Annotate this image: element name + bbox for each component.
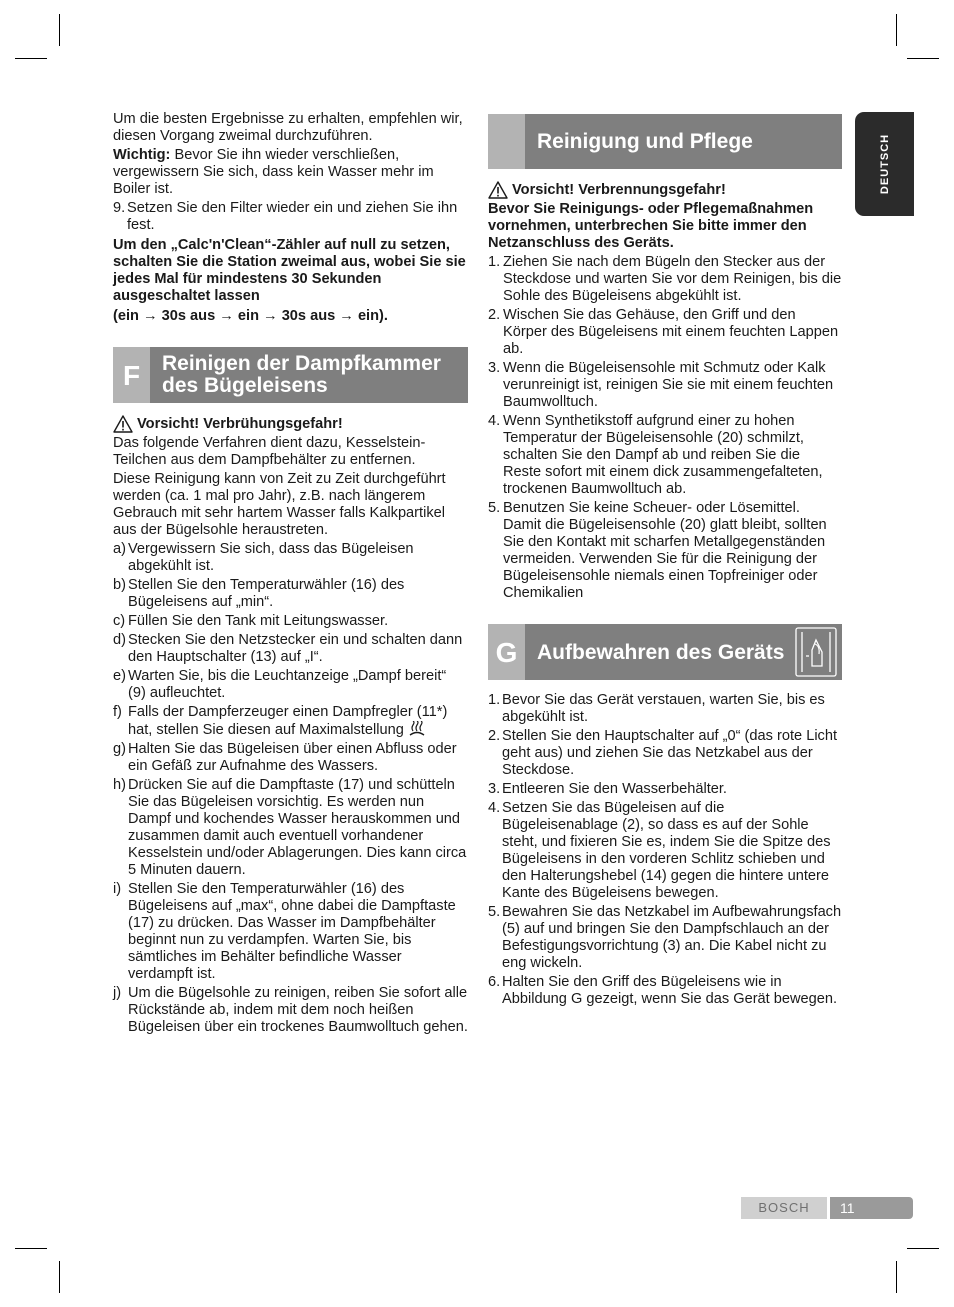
- list-item: [488, 781, 842, 798]
- item-text: Drücken Sie auf die Dampftaste (17) und schütteln Sie das Bügeleisen vorsichtig. Es werden nun Dampf und kochendes Wasser herauskommen und zusammen damit auch eventuell vorhandener Kesselstein und/oder Ablagerungen. Dies kann circa 5 Minuten dauern.: [128, 777, 467, 878]
- item-text: Stellen Sie den Temperaturwähler (16) des Bügeleisens auf „max“, ohne dabei die Dampftaste (17) zu drücken. Das Wasser im Dampfbehälter beginnt nun zu verdampfen. Warten Sie, bis sämtliches im Behälter befindliche Wasser verdampft ist.: [128, 881, 456, 982]
- item-label: 5.: [488, 904, 501, 920]
- intro-paragraph: Um die besten Ergebnisse zu erhalten, empfehlen wir, diesen Vorgang zweimal durchzuführen.: [113, 111, 463, 144]
- language-tab-label: DEUTSCH: [878, 133, 891, 195]
- section-f-list: [113, 541, 468, 1036]
- item-label: d): [113, 632, 126, 648]
- calc-note: Um den „Calc'n'Clean“-Zähler auf null zu setzen, schalten Sie die Station zweimal aus, wobei Sie sie jedes Mal für mindestens 30 Sekunden ausgeschaltet lassen: [113, 237, 466, 304]
- section-f-p2: Diese Reinigung kann von Zeit zu Zeit durchgeführt werden (ca. 1 mal pro Jahr), z.B. nach längerem Gebrauch mit sehr hartem Wasser falls Kalkpartikel aus der Bügelsohle heraustreten.: [113, 471, 446, 538]
- language-tab: [855, 112, 914, 216]
- list-item: [113, 613, 468, 630]
- list-item: [488, 360, 842, 411]
- item-label: g): [113, 741, 126, 757]
- list-item: [113, 985, 468, 1036]
- list-item: [113, 577, 468, 611]
- list-item: [488, 254, 842, 305]
- section-title: Reinigung und Pflege: [537, 129, 753, 153]
- item-label: 4.: [488, 800, 501, 816]
- section-header-f: [113, 347, 468, 403]
- section-title: Aufbewahren des Geräts: [537, 640, 785, 664]
- item-text: Bewahren Sie das Netzkabel im Aufbewahrungsfach (5) auf und bringen Sie den Dampfschlauch an der Befestigungsvorrichtung (3) an. Die Kabel nicht zu eng wickeln.: [502, 904, 842, 971]
- item-label: 2.: [488, 728, 501, 744]
- crop-mark: [15, 1248, 47, 1249]
- item-label: h): [113, 777, 126, 793]
- warning-text: Vorsicht! Verbrühungsgefahr!: [137, 415, 343, 432]
- item-text: Bevor Sie das Gerät verstauen, warten Sie, bis es abgekühlt ist.: [502, 692, 825, 725]
- item-label: a): [113, 541, 126, 557]
- item-text: Halten Sie den Griff des Bügeleisens wie in Abbildung G gezeigt, wenn Sie das Gerät bewegen.: [502, 974, 838, 1007]
- item-label: c): [113, 613, 126, 629]
- crop-mark: [15, 58, 47, 59]
- wichtig-paragraph: [113, 147, 468, 198]
- warning-triangle-icon: [113, 415, 133, 433]
- warning-line: [113, 415, 468, 433]
- item-label: 3.: [488, 360, 501, 376]
- max-steam-icon: [408, 721, 426, 737]
- warning-text: Vorsicht! Verbrennungsgefahr!: [512, 181, 726, 198]
- list-item: [488, 800, 842, 902]
- section-f-p1: Das folgende Verfahren dient dazu, Kesselstein-Teilchen aus dem Dampfbehälter zu entfernen.: [113, 435, 426, 468]
- wichtig-text: Bevor Sie ihn wieder verschließen, vergewissern Sie sich, dass kein Wasser mehr im Boiler ist.: [113, 147, 434, 197]
- list-item: [488, 728, 842, 779]
- storage-list: [488, 692, 842, 1008]
- storage-iron-icon: [794, 626, 838, 678]
- list-item: [488, 692, 842, 726]
- section-letter: F: [113, 347, 150, 403]
- item-text: Wischen Sie das Gehäuse, den Griff und den Körper des Bügeleisens mit einem feuchten Lappen ab.: [503, 307, 839, 357]
- item-label: 4.: [488, 413, 501, 429]
- wichtig-label: Wichtig:: [113, 147, 171, 163]
- item-label: f): [113, 704, 122, 720]
- list-item: [488, 974, 842, 1008]
- item-text: Benutzen Sie keine Scheuer- oder Lösemittel. Damit die Bügeleisensohle (20) glatt bleibt, sollten Sie den Kontakt mit scharfen Metallgegenständen vermeiden. Verwenden Sie für die Reinigung der Bügeleisensohle niemals einen Topfreiniger oder Chemikalien: [503, 500, 827, 601]
- item-text: Wenn Synthetikstoff aufgrund einer zu hohen Temperatur der Bügeleisensohle (20) schmilzt, schalten Sie den Dampf ab und reiben Sie die Reste sofort mit einem dick zusammengefalteten, trockenen Baumwolltuch ab.: [503, 413, 823, 497]
- section-header-g: [488, 624, 842, 680]
- item-label: 5.: [488, 500, 501, 516]
- care-intro: Bevor Sie Reinigungs- oder Pflegemaßnahmen vornehmen, unterbrechen Sie bitte immer den Netzanschluss des Geräts.: [488, 201, 814, 251]
- warning-triangle-icon: [488, 181, 508, 199]
- item-label: 3.: [488, 781, 501, 797]
- crop-mark: [59, 14, 60, 46]
- item-label: 1.: [488, 692, 501, 708]
- crop-mark: [907, 1248, 939, 1249]
- item-text: Ziehen Sie nach dem Bügeln den Stecker aus der Steckdose und warten Sie vor dem Reinigen, bis die Sohle des Bügeleisens abgekühlt ist.: [503, 254, 842, 304]
- list-item: [488, 500, 842, 602]
- crop-mark: [896, 1261, 897, 1293]
- section-letter: G: [488, 624, 525, 680]
- list-item: [113, 777, 468, 879]
- item-text: Setzen Sie den Filter wieder ein und ziehen Sie ihn fest.: [127, 200, 458, 233]
- list-item: [113, 881, 468, 983]
- switch-sequence: (ein → 30s aus → ein → 30s aus → ein).: [113, 308, 388, 324]
- list-item: [113, 200, 468, 234]
- page-number: 11: [830, 1197, 913, 1219]
- item-text: Setzen Sie das Bügeleisen auf die Bügeleisenablage (2), so dass es auf der Sohle steht, und fixieren Sie es, indem Sie die Spitze des Bügeleisens in den vorderen Schlitz schieben und den Halterungshebel (14) gegen die hintere untere Kante des Bügeleisens bewegen.: [502, 800, 831, 901]
- item-text: Warten Sie, bis die Leuchtanzeige „Dampf bereit“ (9) aufleuchtet.: [128, 668, 447, 701]
- list-item: [113, 541, 468, 575]
- item-label: e): [113, 668, 126, 684]
- list-item: [488, 307, 842, 358]
- warning-line: [488, 181, 842, 199]
- list-item: [488, 904, 842, 972]
- list-item: [113, 741, 468, 775]
- item-text: Um die Bügelsohle zu reinigen, reiben Sie sofort alle Rückstände ab, indem mit dem noch heißen Bügeleisen über ein trockenes Baumwolltuch gehen.: [128, 985, 468, 1035]
- crop-mark: [59, 1261, 60, 1293]
- section-letter-blank: [488, 114, 525, 169]
- item-text: Falls der Dampferzeuger einen Dampfregler (11*) hat, stellen Sie diesen auf Maximalstellung: [128, 704, 448, 738]
- footer-brand: BOSCH: [741, 1197, 827, 1219]
- item-label: 2.: [488, 307, 501, 323]
- item-label: i): [113, 881, 122, 897]
- item-text: Wenn die Bügeleisensohle mit Schmutz oder Kalk verunreinigt ist, reinigen Sie sie mit einem feuchten Baumwolltuch.: [503, 360, 834, 410]
- list-item: [113, 668, 468, 702]
- crop-mark: [907, 58, 939, 59]
- care-list: [488, 254, 842, 602]
- item-text: Stellen Sie den Temperaturwähler (16) des Bügeleisens auf „min“.: [128, 577, 405, 610]
- item-text: Entleeren Sie den Wasserbehälter.: [502, 781, 727, 797]
- item-text: Halten Sie das Bügeleisen über einen Abfluss oder ein Gefäß zur Aufnahme des Wassers.: [128, 741, 457, 774]
- item-text: Vergewissern Sie sich, dass das Bügeleisen abgekühlt ist.: [128, 541, 414, 574]
- crop-mark: [896, 14, 897, 46]
- item-text: Füllen Sie den Tank mit Leitungswasser.: [128, 613, 389, 629]
- left-column: [113, 111, 468, 1038]
- section-header-care: [488, 114, 842, 169]
- list-item: [113, 704, 468, 739]
- list-item: [488, 413, 842, 498]
- item-label: 9.: [113, 200, 126, 216]
- right-column: [488, 114, 842, 1010]
- item-label: 6.: [488, 974, 501, 990]
- item-label: j): [113, 985, 122, 1001]
- section-title: Reinigen der Dampfkammer des Bügeleisens: [162, 352, 441, 397]
- item-label: b): [113, 577, 126, 593]
- list-item: [113, 632, 468, 666]
- item-label: 1.: [488, 254, 501, 270]
- item-text: Stellen Sie den Hauptschalter auf „0“ (das rote Licht geht aus) und ziehen Sie das Netzkabel aus der Steckdose.: [502, 728, 838, 778]
- item-text: Stecken Sie den Netzstecker ein und schalten dann den Hauptschalter (13) auf „I“.: [128, 632, 463, 665]
